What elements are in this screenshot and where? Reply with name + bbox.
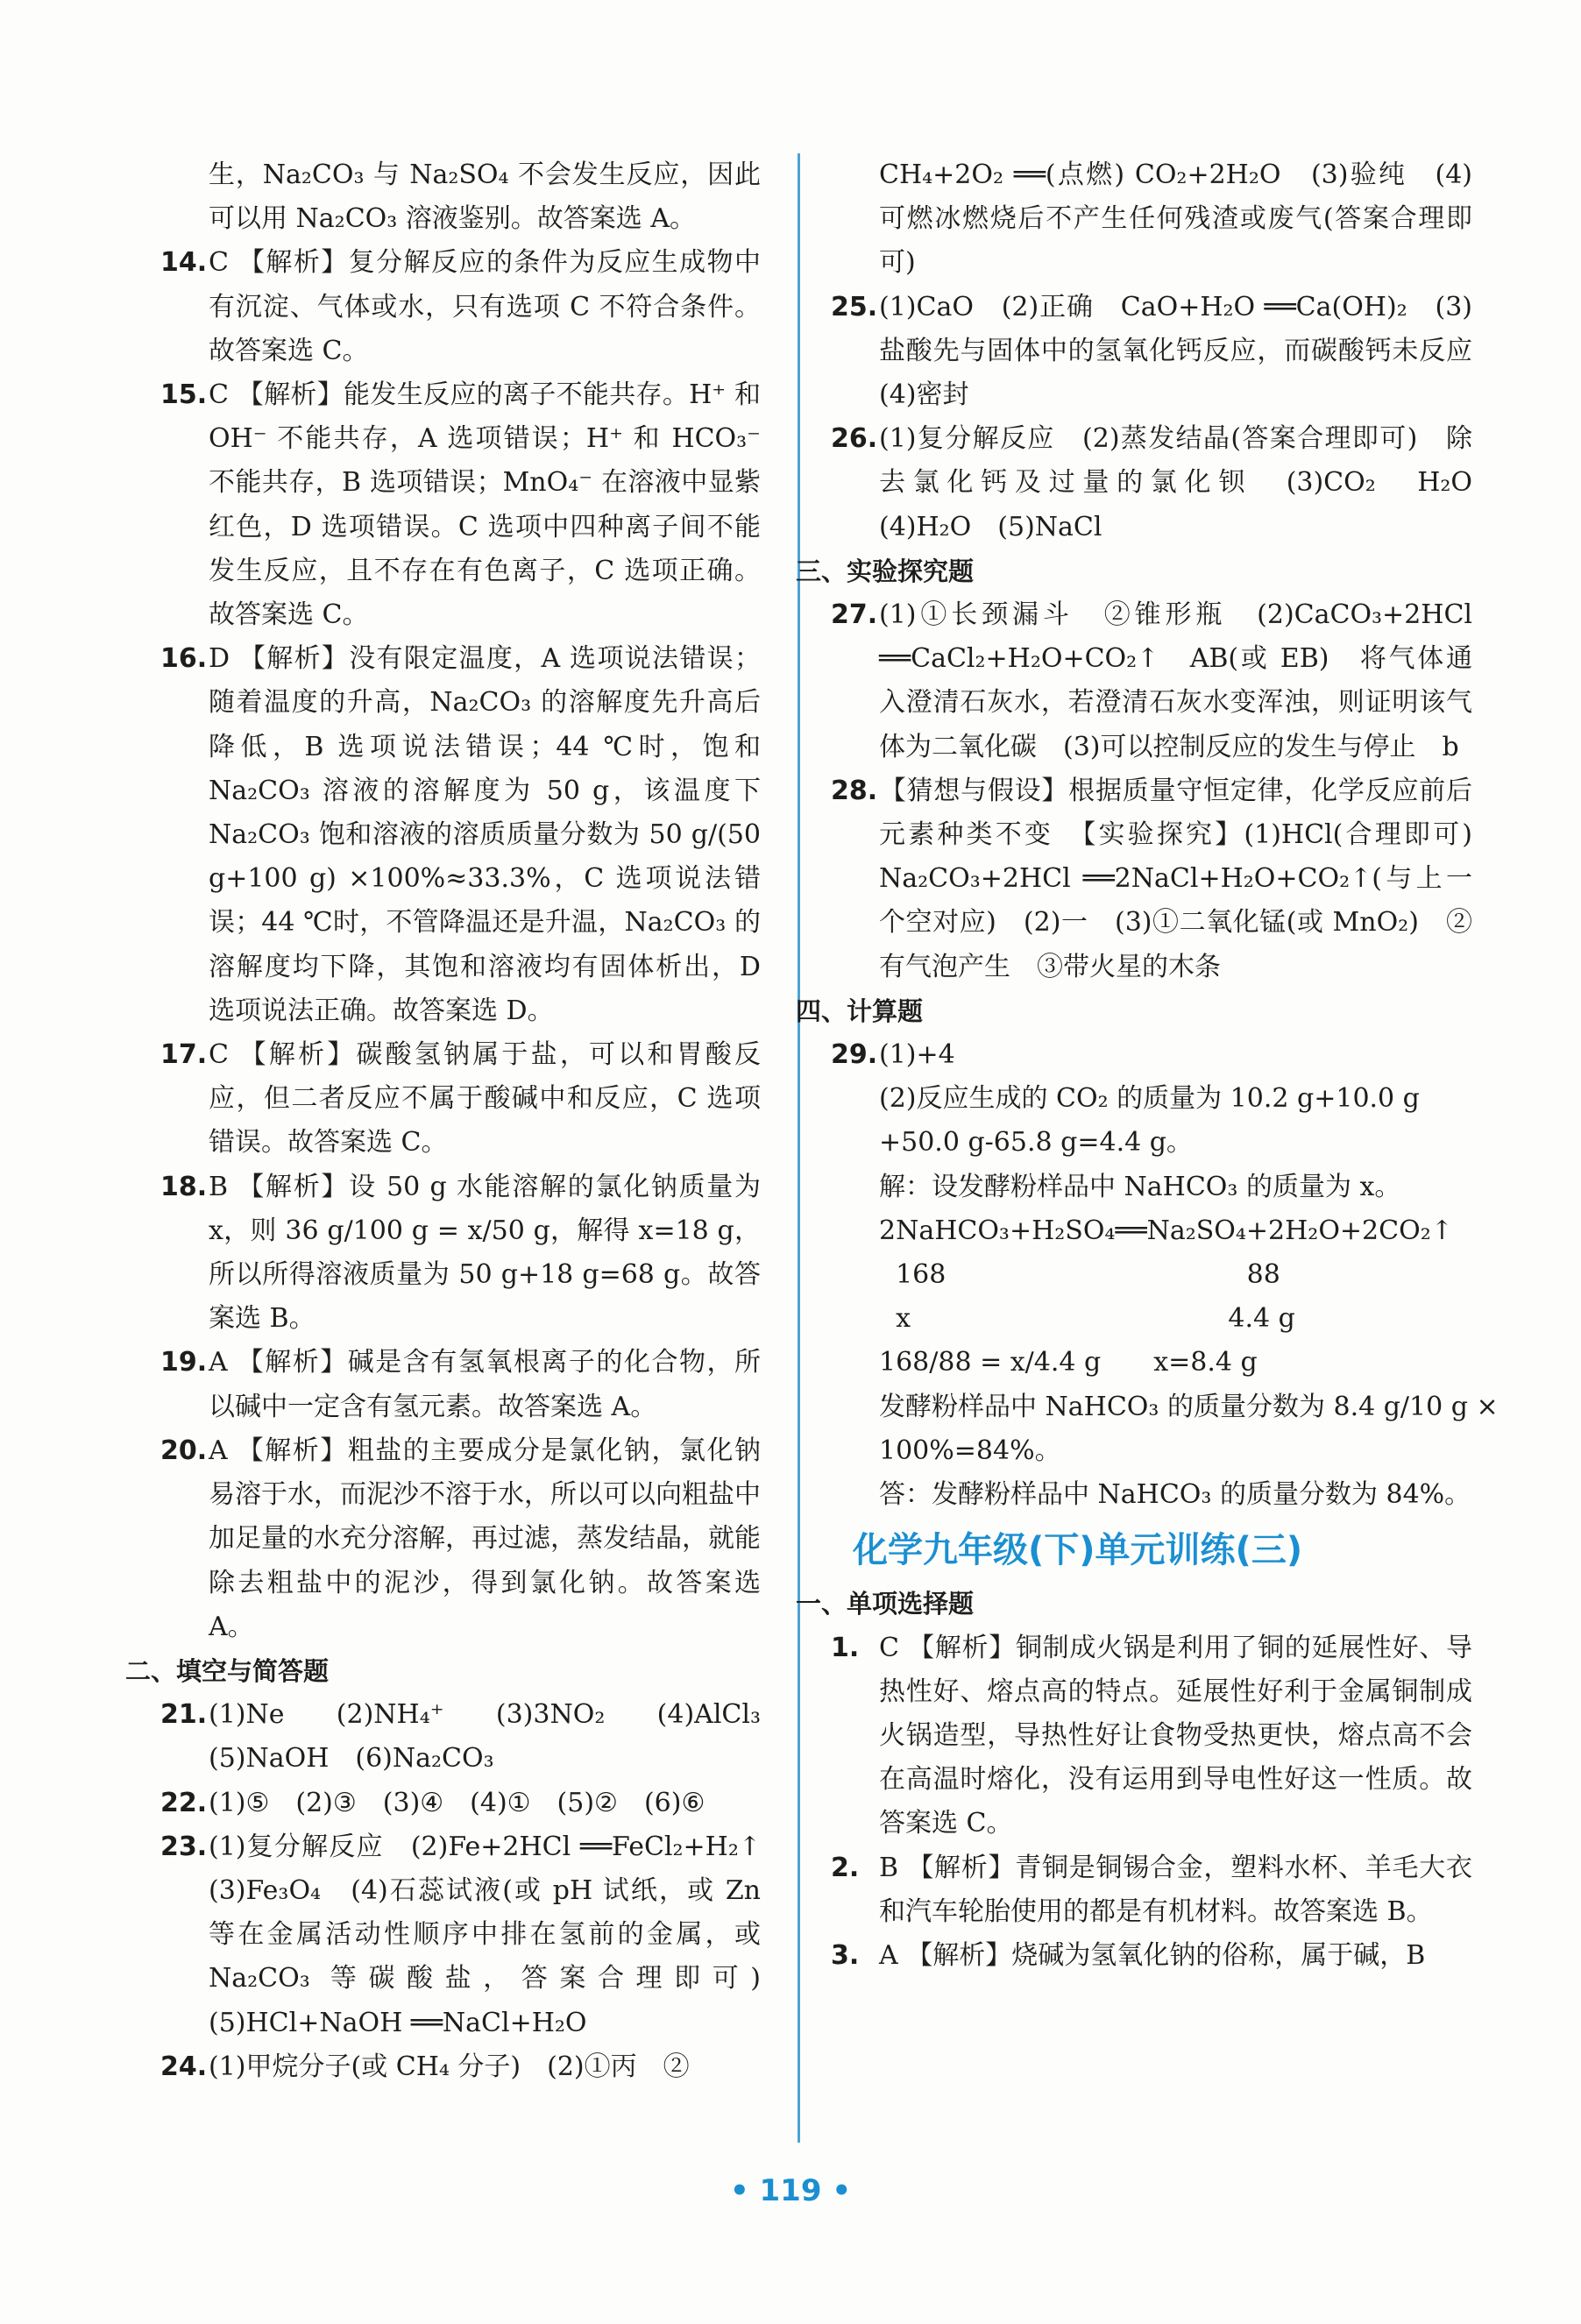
answer-number: 29.: [831, 1039, 878, 1071]
answer-item: [160, 1429, 761, 1649]
answer-number: 24.: [160, 2051, 208, 2082]
answer-text: (1)甲烷分子(或 CH₄ 分子) (2)①丙 ②: [209, 2051, 690, 2082]
answer-text: D 【解析】没有限定温度，A 选项说法错误；随着温度的升高，Na₂CO₃ 的溶解度先升高后降低，B 选项说法错误；44 ℃时，饱和 Na₂CO₃ 溶液的溶解度为 50 g，该温度下 Na₂CO₃ 饱和溶液的溶质质量分数为 50 g/(50 g+100 g) ×100%≈33.3%，C 选项说法错误；44 ℃时，不管降温还是升温，Na₂CO₃ 的溶解度均下降，其饱和溶液均有固体析出，D 选项说法正确。故答案选 D。: [209, 643, 761, 1026]
answer-text: (1)复分解反应 (2)Fe+2HCl ══FeCl₂+H₂↑ (3)Fe₃O₄ (4)石蕊试液(或 pH 试纸，或 Zn 等在金属活动性顺序中排在氢前的金属，或 Na₂CO₃ 等碳酸盐，答案合理即可) (5)HCl+NaOH ══NaCl+H₂O: [209, 1831, 787, 2038]
answer-number: 19.: [160, 1347, 208, 1378]
answer-number: 28.: [831, 775, 878, 806]
calculation-line: 100%=84%。: [879, 1435, 1061, 1466]
answer-item: [160, 1825, 787, 2045]
answer-item: [831, 1846, 1472, 1934]
answer-text: (1)CaO (2)正确 CaO+H₂O ══Ca(OH)₂ (3)盐酸先与固体中的氢氧化钙反应，而碳酸钙未反应 (4)密封: [879, 291, 1499, 411]
answer-text: A 【解析】烧碱为氢氧化钠的俗称，属于碱，B: [879, 1939, 1426, 1971]
answer-item: [831, 769, 1499, 989]
answer-number: 23.: [160, 1831, 208, 1862]
answer-list: [160, 241, 761, 1649]
continued-answer: 生，Na₂CO₃ 与 Na₂SO₄ 不会发生反应，因此可以用 Na₂CO₃ 溶液鉴别。故答案选 A。: [209, 159, 761, 235]
answer-item: [831, 1033, 1472, 1077]
answer-item: [160, 2045, 761, 2089]
answer-item: [831, 593, 1472, 769]
answer-number: 26.: [831, 423, 878, 455]
calculation-line: 答：发酵粉样品中 NaHCO₃ 的质量分数为 84%。: [879, 1479, 1471, 1511]
answer-text: B 【解析】设 50 g 水能溶解的氯化钠质量为 x，则 36 g/100 g = x/50 g，解得 x=18 g，所以所得溶液质量为 50 g+18 g=68 g。故答案选 B。: [209, 1171, 761, 1335]
calculation-line: 168 88: [879, 1259, 1280, 1291]
answer-number: 18.: [160, 1171, 208, 1202]
answer-number: 17.: [160, 1039, 208, 1071]
answer-text: C 【解析】铜制成火锅是利用了铜的延展性好、导热性好、熔点高的特点。延展性好利于金属铜制成火锅造型，导热性好让食物受热更快，熔点高不会在高温时熔化，没有运用到导电性好这一性质。故答案选 C。: [879, 1632, 1472, 1839]
answer-item: [160, 1693, 787, 1781]
calculation-line: 发酵粉样品中 NaHCO₃ 的质量分数为 8.4 g/10 g ×: [879, 1391, 1499, 1422]
section-heading: 一、单项选择题: [796, 1589, 975, 1619]
answer-number: 22.: [160, 1787, 208, 1818]
answer-number: 3.: [831, 1939, 860, 1971]
answer-list: [831, 1626, 1472, 1979]
left-column: [125, 153, 787, 2089]
answer-list: [831, 286, 1499, 549]
answer-number: 25.: [831, 291, 878, 322]
answer-text: (1)Ne (2)NH₄⁺ (3)3NO₂ (4)AlCl₃ (5)NaOH (6)Na₂CO₃: [209, 1699, 787, 1775]
calculation-line: 解：设发酵粉样品中 NaHCO₃ 的质量为 x。: [879, 1171, 1401, 1202]
answer-item: [160, 1033, 761, 1166]
answer-text: 【猜想与假设】根据质量守恒定律，化学反应前后元素种类不变 【实验探究】(1)HCl(合理即可) Na₂CO₃+2HCl ══2NaCl+H₂O+CO₂↑(与上一个空对应) (2)一 (3)①二氧化锰(或 MnO₂) ②有气泡产生 ③带火星的木条: [879, 775, 1499, 982]
answer-item: [160, 637, 761, 1033]
answer-number: 20.: [160, 1435, 208, 1466]
answer-item: [160, 1166, 761, 1342]
section-heading: 四、计算题: [796, 995, 924, 1026]
unit-title: 化学九年级(下)单元训练(三): [853, 1530, 1303, 1571]
answer-text: (1)+4: [879, 1039, 955, 1071]
answer-item: [831, 417, 1499, 549]
answer-text: (1)①长颈漏斗 ②锥形瓶 (2)CaCO₃+2HCl ══CaCl₂+H₂O+CO₂↑ AB(或 EB) 将气体通入澄清石灰水，若澄清石灰水变浑浊，则证明该气体为二氧化碳 (3)可以控制反应的发生与停止 b: [879, 599, 1472, 762]
answer-item: [831, 1934, 1472, 1978]
answer-item: [160, 1341, 761, 1428]
answer-item: [831, 1626, 1472, 1846]
calculation-line: +50.0 g-65.8 g=4.4 g。: [879, 1127, 1193, 1158]
calculation-line: 2NaHCO₃+H₂SO₄══Na₂SO₄+2H₂O+2CO₂↑: [879, 1215, 1453, 1246]
answer-text: A 【解析】碱是含有氢氧根离子的化合物，所以碱中一定含有氢元素。故答案选 A。: [209, 1347, 761, 1422]
section-heading: 三、实验探究题: [796, 556, 975, 586]
answer-number: 15.: [160, 379, 208, 411]
calculation-line: (2)反应生成的 CO₂ 的质量为 10.2 g+10.0 g: [879, 1083, 1420, 1115]
page-number: • 119 •: [729, 2173, 852, 2208]
column-divider: [798, 153, 800, 2143]
answer-number: 16.: [160, 643, 208, 675]
calculation-line: 168/88 = x/4.4 g x=8.4 g: [879, 1347, 1258, 1378]
continued-answer: CH₄+2O₂ ══(点燃) CO₂+2H₂O (3)验纯 (4)可燃冰燃烧后不产生任何残渣或废气(答案合理即可): [879, 159, 1472, 279]
section-heading: 二、填空与简答题: [125, 1655, 330, 1686]
answer-text: C 【解析】能发生反应的离子不能共存。H⁺ 和 OH⁻ 不能共存，A 选项错误；H⁺ 和 HCO₃⁻ 不能共存，B 选项错误；MnO₄⁻ 在溶液中显紫红色，D 选项错误。C 选项中四种离子间不能发生反应，且不存在有色离子，C 选项正确。故答案选 C。: [209, 379, 761, 631]
answer-text: C 【解析】复分解反应的条件为反应生成物中有沉淀、气体或水，只有选项 C 不符合条件。故答案选 C。: [209, 247, 761, 366]
answer-text: C 【解析】碳酸氢钠属于盐，可以和胃酸反应，但二者反应不属于酸碱中和反应，C 选项错误。故答案选 C。: [209, 1039, 761, 1158]
answer-text: (1)复分解反应 (2)蒸发结晶(答案合理即可) 除去氯化钙及过量的氯化钡 (3)CO₂ H₂O (4)H₂O (5)NaCl: [879, 423, 1499, 542]
answer-text: B 【解析】青铜是铜锡合金，塑料水杯、羊毛大衣和汽车轮胎使用的都是有机材料。故答案选 B。: [879, 1852, 1472, 1927]
answer-number: 27.: [831, 599, 878, 631]
answer-list: [160, 1693, 787, 2089]
answer-number: 1.: [831, 1632, 860, 1663]
answer-text: A 【解析】粗盐的主要成分是氯化钠，氯化钠易溶于水，而泥沙不溶于水，所以可以向粗盐中加足量的水充分溶解，再过滤，蒸发结晶，就能除去粗盐中的泥沙，得到氯化钠。故答案选 A。: [209, 1435, 761, 1642]
answer-item: [160, 241, 761, 373]
answer-item: [160, 1782, 761, 1825]
calculation-block: [831, 1077, 1499, 1517]
answer-list: [831, 593, 1499, 989]
right-column: [796, 153, 1499, 1978]
calculation-line: x 4.4 g: [879, 1303, 1295, 1335]
answer-number: 21.: [160, 1699, 208, 1731]
answer-number: 2.: [831, 1852, 860, 1883]
answer-item: [831, 286, 1499, 418]
answer-number: 14.: [160, 247, 208, 279]
answer-item: [160, 373, 761, 637]
answer-text: (1)⑤ (2)③ (3)④ (4)① (5)② (6)⑥: [209, 1787, 705, 1818]
